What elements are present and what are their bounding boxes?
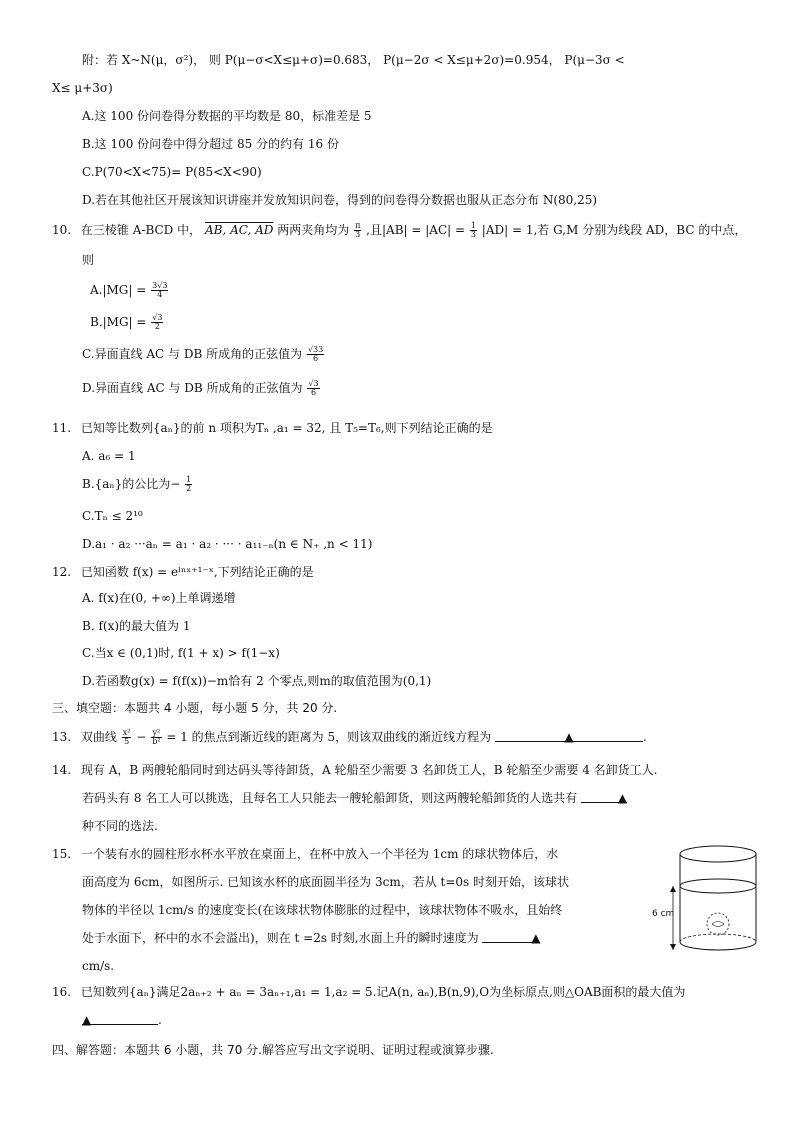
note-line-1: 附：若 X~N(μ，σ²)， 则 P(μ−σ<X≤μ+σ)=0.683， P(μ−2σ < X≤μ+2σ)=0.954， P(μ−3σ < — [82, 53, 625, 67]
q11-option-d: D.a₁ · a₂ ···aₙ = a₁ · a₂ · ··· · a₁₁₋ₙ(n ∈ N₊ ,n < 11) — [82, 537, 373, 551]
q10-option-d: D.异面直线 AC 与 DB 所成角的正弦值为 $\frac{√3}{6}$ — [82, 379, 319, 397]
q10-option-b: B.|MG| = $\frac{√3}{2}$ — [90, 313, 163, 331]
triangle-marker-icon: ▲ — [531, 931, 541, 945]
q16-number: 16. — [52, 985, 72, 999]
q10-angle-fraction: $\frac{\pi}{3}$ — [355, 221, 361, 239]
q10-option-a: A.|MG| = $\frac{3√3}{4}$ — [90, 281, 168, 299]
q15-answer-blank[interactable] — [482, 930, 540, 943]
q15-line-5: cm/s. — [82, 959, 115, 973]
cup-bottom — [680, 942, 756, 950]
height-label: 6 cm — [652, 909, 675, 919]
sphere-object — [707, 913, 729, 935]
section-answer-title: 四、解答题：本题共 6 小题，共 70 分.解答应写出文字说明、证明过程或演算步骤. — [52, 1043, 494, 1057]
q9-option-a: A.这 100 份问卷得分数据的平均数是 80，标准差是 5 — [82, 109, 372, 123]
q10-option-c: C.异面直线 AC 与 DB 所成角的正弦值为 $\frac{√33}{6}$ — [82, 345, 324, 363]
q10-half-fraction: $\frac{1}{3}$ — [470, 221, 476, 239]
triangle-marker-icon: ▲ — [564, 730, 574, 744]
q16-answer-blank[interactable] — [82, 1012, 158, 1025]
q9-option-b: B.这 100 份问卷中得分超过 85 分的约有 16 份 — [82, 137, 339, 151]
q14-answer-blank[interactable] — [581, 790, 627, 803]
q12-stem: 12. 已知函数 f(x) = eˡⁿˣ⁺¹⁻ˣ,下列结论正确的是 — [52, 565, 314, 579]
q12-option-a: A. f(x)在(0, +∞)上单调递增 — [82, 591, 236, 605]
q12-option-b: B. f(x)的最大值为 1 — [82, 619, 191, 633]
sphere-detail — [712, 922, 724, 927]
q10-vectors: AB, AC, AD — [204, 223, 274, 237]
q11-number: 11. — [52, 421, 72, 435]
q11-option-c: C.Tₙ ≤ 2¹⁰ — [82, 509, 143, 523]
triangle-marker-icon: ▲ — [82, 1013, 92, 1027]
triangle-marker-icon: ▲ — [617, 791, 628, 805]
q14-number: 14. — [52, 763, 72, 777]
q13-number: 13. — [52, 730, 72, 744]
q15-line-3: 物体的半径以 1cm/s 的速度变长(在该球状物体膨胀的过程中，该球状物体不吸水，且始终 — [82, 903, 563, 917]
arrow-down-icon — [670, 944, 676, 950]
q14-line-3: 种不同的选法. — [82, 819, 158, 833]
q16-line-1: 16. 已知数列{aₙ}满足2aₙ₊₂ + aₙ = 3aₙ₊₁,a₁ = 1,a₂ = 5.记A(n, aₙ),B(n,9),O为坐标原点,则△OAB面积的最大值为 — [52, 985, 686, 999]
q15-number: 15. — [52, 847, 72, 861]
q12-option-d: D.若函数g(x) = f(f(x))−m恰有 2 个零点,则m的取值范围为(0,1) — [82, 674, 432, 688]
q11-stem: 11. 已知等比数列{aₙ}的前 n 项积为Tₙ ,a₁ = 32, 且 T₅=T₆,则下列结论正确的是 — [52, 421, 493, 435]
q11-option-a: A. a₆ = 1 — [82, 449, 136, 463]
q15-line-1: 15. 一个装有水的圆柱形水杯水平放在桌面上，在杯中放入一个半径为 1cm 的球状物体后，水 — [52, 847, 559, 861]
q14-line-1: 14. 现有 A，B 两艘轮船同时到达码头等待卸货，A 轮船至少需要 3 名卸货工人，B 轮船至少需要 4 名卸货工人. — [52, 763, 658, 777]
q10-stem: 10. 在三棱锥 A-BCD 中， AB, AC, AD 两两夹角均为 $\frac{\pi}{3}$ ,且|AB| = |AC| = $\frac{1}{3}$ |AD| = 1,若 G,M 分别为线段 AD，BC 的中点， — [52, 221, 747, 239]
water-surface — [680, 879, 756, 893]
q11-option-b: B.{aₙ}的公比为− $\frac{1}{2}$ — [82, 475, 192, 493]
q15-line-2: 面高度为 6cm，如图所示. 已知该水杯的底面圆半径为 3cm，若从 t=0s 时刻开始，该球状 — [82, 875, 570, 889]
note-line-2: X≤ μ+3σ) — [52, 81, 113, 95]
q9-option-d: D.若在其他社区开展该知识讲座并发放知识问卷，得到的问卷得分数据也服从正态分布 N(80,25) — [82, 193, 598, 207]
cup-top-rim — [680, 846, 756, 862]
q15-line-4: 处于水面下，杯中的水不会溢出)，则在 t =2s 时刻,水面上升的瞬时速度为 ▲ — [82, 931, 541, 945]
q10-number: 10. — [52, 223, 72, 237]
q12-number: 12. — [52, 565, 72, 579]
q14-line-2: 若码头有 8 名工人可以挑选，且每名工人只能去一艘轮船卸货，则这两艘轮船卸货的人选共有 ▲ — [82, 791, 628, 805]
q9-option-c: C.P(70<X<75)= P(85<X<90) — [82, 165, 262, 179]
q13-answer-blank[interactable] — [495, 729, 643, 742]
cylinder-cup-figure — [652, 842, 760, 956]
q16-line-2: ▲ . — [82, 1013, 162, 1027]
q10-stem-cont: 则 — [82, 253, 95, 267]
q13-stem: 13. 双曲线 $\frac{\text{x²}}{5}$ − $\frac{\text{y²}}{\text{b²}}$ = 1 的焦点到渐近线的距离为 5，则该双曲线的渐近线方程为 ▲ . — [52, 728, 647, 746]
section-fill-in-title: 三、填空题：本题共 4 小题，每小题 5 分，共 20 分. — [52, 701, 338, 715]
q12-option-c: C.当x ∈ (0,1)时, f(1 + x) > f(1−x) — [82, 646, 280, 660]
arrow-up-icon — [670, 886, 676, 892]
